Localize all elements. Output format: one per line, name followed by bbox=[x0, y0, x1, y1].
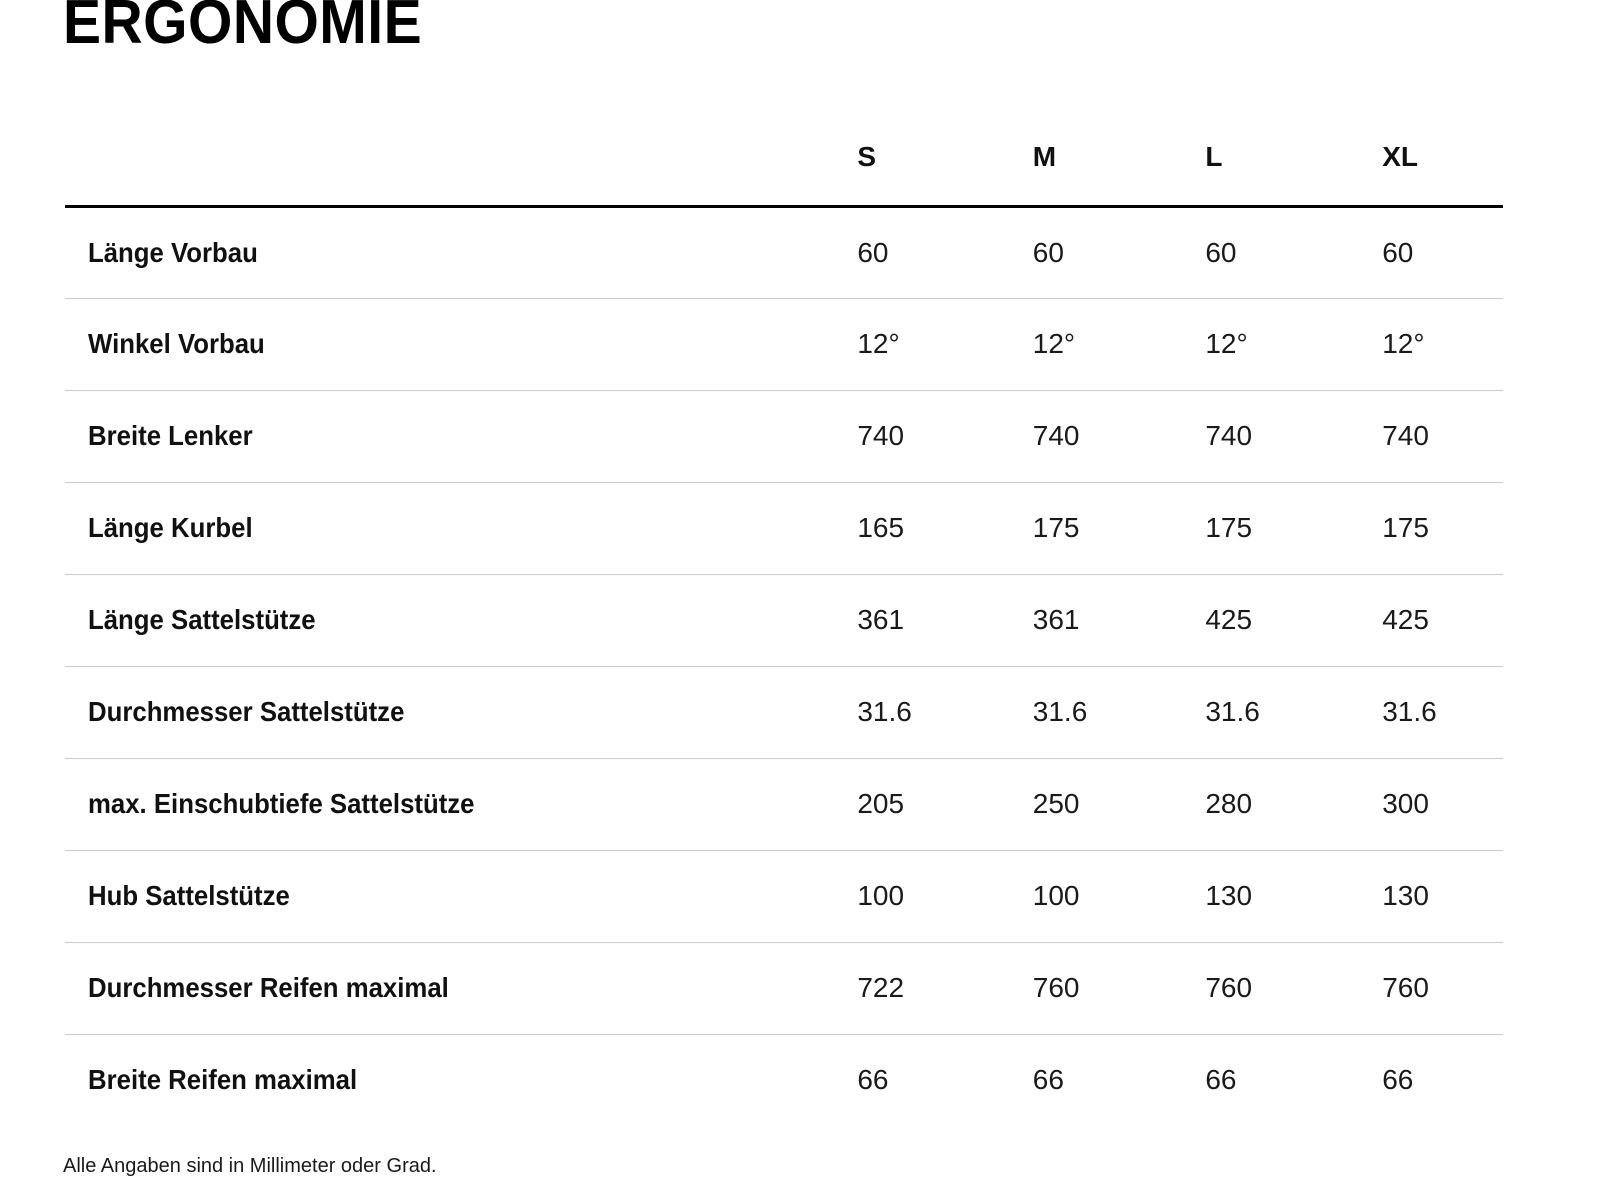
table-row bbox=[65, 390, 1503, 482]
row-label: Durchmesser Sattelstütze bbox=[88, 696, 405, 727]
column-header-xl: XL bbox=[1382, 110, 1503, 206]
table-row bbox=[65, 1034, 1503, 1126]
cell-value: 361 bbox=[857, 574, 1032, 666]
corner-cell bbox=[65, 110, 857, 206]
row-label: Winkel Vorbau bbox=[88, 328, 265, 359]
cell-value: 12° bbox=[1205, 298, 1382, 390]
page-title: ERGONOMIE bbox=[63, 0, 423, 57]
cell-value: 130 bbox=[1382, 850, 1503, 942]
cell-value: 722 bbox=[857, 942, 1032, 1034]
cell-value: 740 bbox=[1033, 390, 1206, 482]
cell-value: 300 bbox=[1382, 758, 1503, 850]
cell-value: 66 bbox=[857, 1034, 1032, 1126]
row-label: Hub Sattelstütze bbox=[88, 880, 290, 911]
cell-value: 280 bbox=[1205, 758, 1382, 850]
table-row bbox=[65, 482, 1503, 574]
table-row bbox=[65, 206, 1503, 298]
cell-value: 100 bbox=[857, 850, 1032, 942]
table-row bbox=[65, 942, 1503, 1034]
cell-value: 425 bbox=[1382, 574, 1503, 666]
cell-value: 60 bbox=[1382, 236, 1414, 268]
cell-value: 175 bbox=[1033, 482, 1206, 574]
row-label: Länge Vorbau bbox=[88, 236, 258, 268]
cell-value: 12° bbox=[857, 298, 1032, 390]
cell-value: 740 bbox=[1205, 390, 1382, 482]
cell-value: 250 bbox=[1033, 758, 1206, 850]
column-header-m: M bbox=[1033, 110, 1206, 206]
row-label: Breite Reifen maximal bbox=[88, 1064, 358, 1096]
cell-value: 31.6 bbox=[1205, 666, 1382, 758]
cell-value: 361 bbox=[1033, 574, 1206, 666]
cell-value: 66 bbox=[1205, 1034, 1382, 1126]
cell-value: 12° bbox=[1382, 298, 1503, 390]
cell-value: 130 bbox=[1205, 850, 1382, 942]
cell-value: 205 bbox=[857, 758, 1032, 850]
table-row bbox=[65, 666, 1503, 758]
cell-value: 760 bbox=[1205, 942, 1382, 1034]
cell-value: 165 bbox=[857, 482, 1032, 574]
header-row bbox=[65, 110, 1503, 206]
row-label: max. Einschubtiefe Sattelstütze bbox=[88, 788, 475, 819]
cell-value: 60 bbox=[1032, 236, 1064, 268]
cell-value: 31.6 bbox=[857, 666, 1032, 758]
cell-value: 66 bbox=[1033, 1034, 1206, 1126]
cell-value: 425 bbox=[1205, 574, 1382, 666]
row-label: Länge Sattelstütze bbox=[88, 604, 316, 635]
cell-value: 100 bbox=[1033, 850, 1206, 942]
cell-value: 60 bbox=[857, 236, 889, 268]
cell-value: 175 bbox=[1382, 482, 1503, 574]
table-row bbox=[65, 574, 1503, 666]
cell-value: 31.6 bbox=[1033, 666, 1206, 758]
ergonomics-table bbox=[65, 110, 1503, 1126]
cell-value: 760 bbox=[1382, 942, 1503, 1034]
row-label: Länge Kurbel bbox=[88, 512, 253, 543]
table-row bbox=[65, 850, 1503, 942]
cell-value: 12° bbox=[1033, 298, 1206, 390]
cell-value: 760 bbox=[1033, 942, 1206, 1034]
cell-value: 31.6 bbox=[1382, 666, 1503, 758]
cell-value: 740 bbox=[857, 390, 1032, 482]
cell-value: 175 bbox=[1205, 482, 1382, 574]
table-row bbox=[65, 298, 1503, 390]
units-footnote: Alle Angaben sind in Millimeter oder Grad. bbox=[63, 1155, 437, 1177]
row-label: Durchmesser Reifen maximal bbox=[88, 972, 449, 1003]
column-header-s: S bbox=[857, 110, 1032, 206]
cell-value: 66 bbox=[1382, 1034, 1503, 1126]
row-label: Breite Lenker bbox=[88, 420, 253, 451]
column-header-l: L bbox=[1205, 110, 1382, 206]
table-row bbox=[65, 758, 1503, 850]
cell-value: 60 bbox=[1205, 236, 1237, 268]
cell-value: 740 bbox=[1382, 390, 1503, 482]
